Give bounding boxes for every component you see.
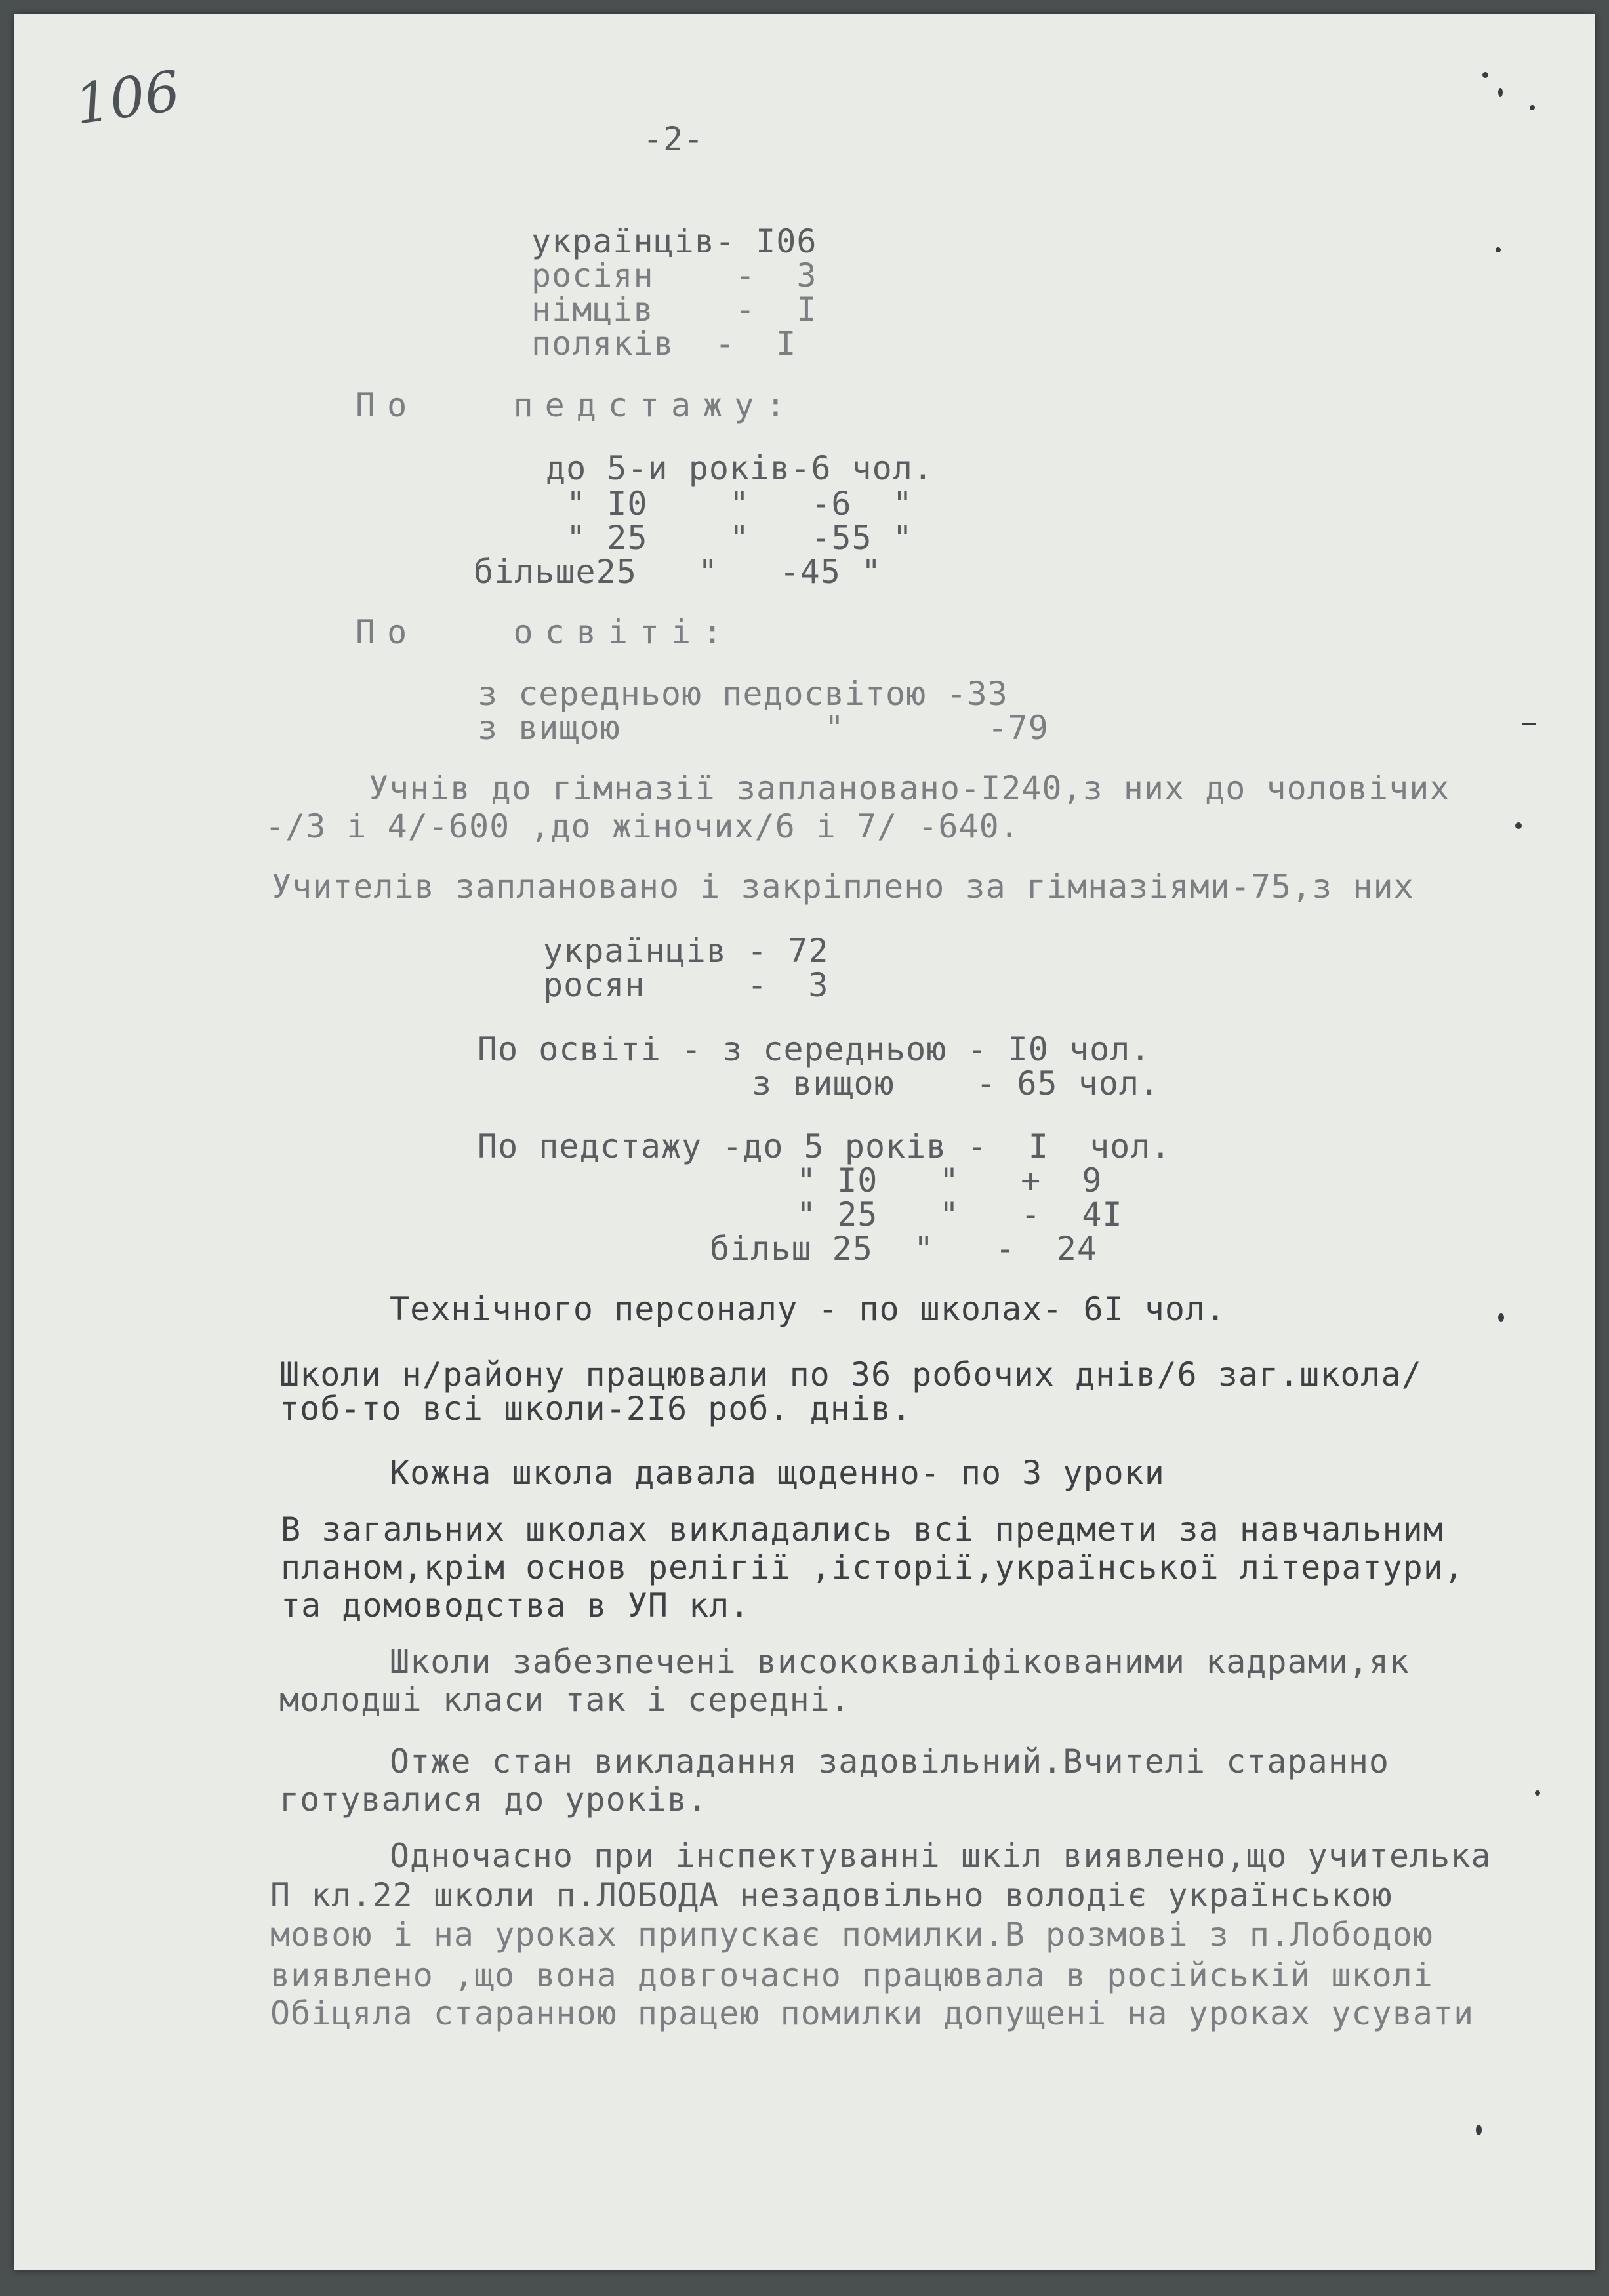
- ink-speck: [1498, 88, 1503, 97]
- paragraph-line: -/3 і 4/-600 ,до жіночих/6 і 7/ -640.: [265, 807, 1020, 845]
- paragraph-line: Школи забезпечені висококваліфікованими кадрами,як: [390, 1643, 1410, 1681]
- paragraph-line: Учителів заплановано і закріплено за гімназіями-75,з них: [272, 868, 1414, 906]
- ink-speck: [1535, 1790, 1540, 1796]
- list-item: до 5-и років-6 чол.: [546, 449, 933, 487]
- list-item: " 25 " - 4I: [796, 1196, 1123, 1234]
- section-heading: По педстажу:: [356, 386, 798, 424]
- paragraph-line: мовою і на уроках припускає помилки.В розмові з п.Лободою: [270, 1916, 1433, 1954]
- list-item: українців - 72: [543, 932, 829, 970]
- ink-speck: [1530, 105, 1535, 110]
- section-heading: По освіті:: [356, 613, 735, 651]
- paragraph-line: В загальних школах викладались всі предмети за навчальним: [281, 1510, 1444, 1548]
- ink-speck: [1498, 1313, 1504, 1322]
- paragraph-line: Кожна школа давала щоденно- по 3 уроки: [390, 1454, 1165, 1492]
- paragraph-line: Школи н/району працювали по 36 робочих днів/6 заг.школа/: [279, 1356, 1422, 1394]
- list-item: " I0 " + 9: [796, 1161, 1103, 1199]
- document-page: [14, 14, 1595, 2270]
- ink-speck: [1515, 822, 1522, 829]
- ink-speck: [1482, 72, 1488, 78]
- archive-folio-mark: 106: [70, 58, 184, 137]
- paragraph-line: та домоводства в УП кл.: [281, 1586, 750, 1624]
- paragraph-line: Учнів до гімназії заплановано-I240,з них до чоловічих: [369, 769, 1450, 807]
- margin-dash: [1522, 723, 1536, 725]
- list-item: По освіті - з середньою - I0 чол.: [478, 1030, 1151, 1068]
- paragraph-line: Отже стан викладання задовільний.Вчителі старанно: [390, 1742, 1390, 1781]
- list-item: поляків - I: [531, 325, 797, 363]
- list-item: українців- I06: [531, 222, 817, 260]
- list-item: росіян - 3: [531, 256, 817, 294]
- page-number: -2-: [643, 120, 704, 158]
- list-item: з вищою " -79: [478, 709, 1049, 747]
- list-item: більш 25 " - 24: [710, 1230, 1097, 1268]
- paragraph-line: тоб-то всі школи-2I6 роб. днів.: [279, 1390, 912, 1428]
- paragraph-line: Одночасно при інспектуванні шкіл виявлено,що учителька: [390, 1837, 1492, 1875]
- paragraph-line: Технічного персоналу - по школах- 6I чол.: [390, 1290, 1227, 1328]
- ink-speck: [1476, 2125, 1482, 2135]
- list-item: німців - I: [531, 291, 817, 329]
- list-item: По педстажу -до 5 років - I чол.: [478, 1127, 1171, 1165]
- paragraph-line: виявлено ,що вона довгочасно працювала в російській школі: [270, 1956, 1433, 1994]
- paragraph-line: готувалися до уроків.: [279, 1781, 708, 1819]
- ink-speck: [1496, 247, 1501, 252]
- paragraph-line: Обіцяла старанною працею помилки допущені на уроках усувати: [270, 1994, 1475, 2032]
- list-item: з середньою педосвітою -33: [478, 675, 1008, 713]
- list-item: більше25 " -45 ": [474, 553, 882, 591]
- list-item: " 25 " -55 ": [546, 519, 913, 557]
- list-item: з вищою - 65 чол.: [752, 1064, 1160, 1102]
- list-item: " I0 " -6 ": [546, 485, 913, 523]
- paragraph-line: планом,крім основ релігії ,історії,української літератури,: [281, 1548, 1464, 1586]
- list-item: росян - 3: [543, 966, 829, 1004]
- paragraph-line: молодші класи так і середні.: [279, 1681, 851, 1719]
- paragraph-line: П кл.22 школи п.ЛОБОДА незадовільно володіє українською: [270, 1876, 1393, 1914]
